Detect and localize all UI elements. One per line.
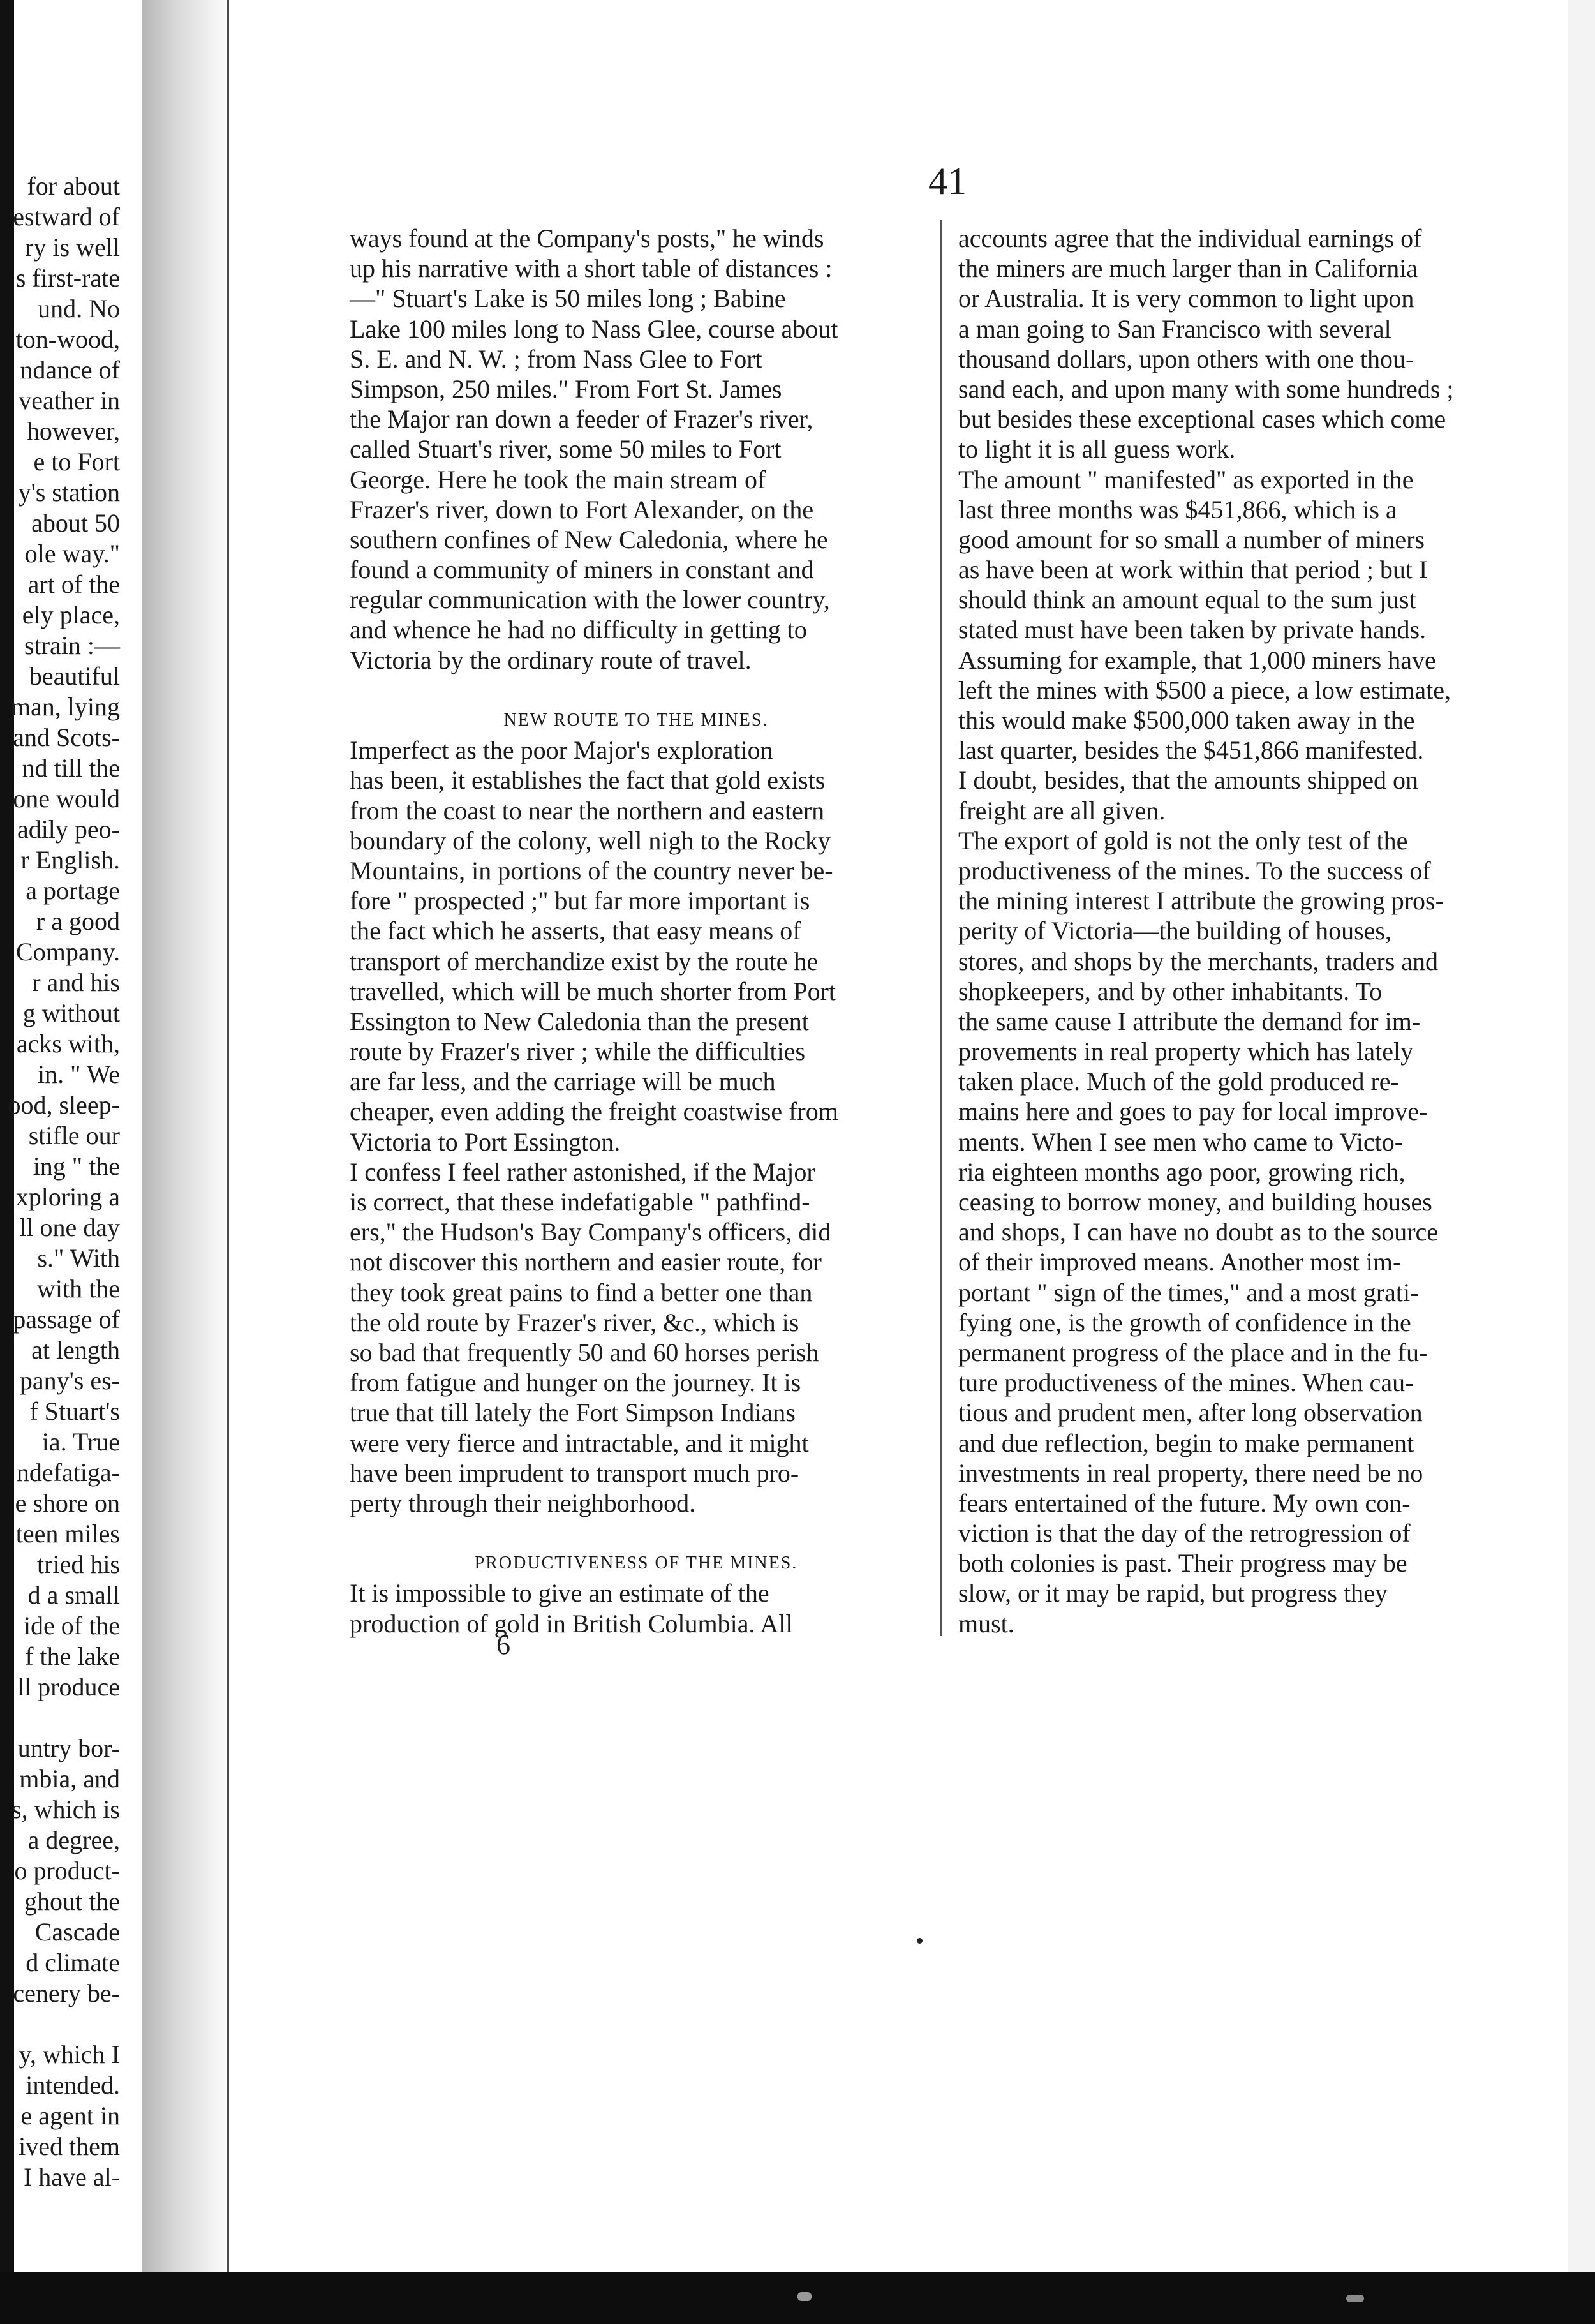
fragment-line: passage of	[13, 1305, 120, 1334]
fragment-line: ll one day	[19, 1213, 120, 1242]
text-line: must.	[958, 1609, 1014, 1638]
text-line: found a community of miners in constant and	[350, 555, 814, 585]
text-line: stated must have been taken by private hands.	[958, 615, 1427, 644]
text-line: It is impossible to give an estimate of the	[350, 1579, 769, 1608]
text-line: and whence he had no difficulty in getting to	[350, 615, 807, 644]
scan-right-edge	[1568, 0, 1595, 2324]
column-divider	[940, 220, 942, 1636]
text-line: not discover this northern and easier route, for	[350, 1248, 822, 1277]
text-line: Assuming for example, that 1,000 miners have	[958, 645, 1436, 674]
fragment-line: und. No	[38, 294, 120, 323]
text-line: boundary of the colony, well nigh to the Rocky	[350, 826, 831, 855]
text-line: and due reflection, begin to make permanent	[958, 1428, 1414, 1457]
text-line: ture productiveness of the mines. When cau-	[958, 1368, 1414, 1397]
text-line: are far less, and the carriage will be much	[350, 1067, 776, 1096]
fragment-line: intended.	[26, 2071, 120, 2099]
fragment-line: beautiful	[29, 662, 120, 690]
text-line: should think an amount equal to the sum just	[958, 585, 1416, 615]
fragment-line: r and his	[32, 968, 120, 997]
text-line: Mountains, in portions of the country never be-	[350, 856, 833, 885]
fragment-line: xploring a	[15, 1182, 120, 1211]
fragment-line: I have al-	[23, 2163, 120, 2191]
fragment-line: cenery be-	[13, 1979, 120, 2007]
fragment-line: Cascade	[34, 1918, 120, 1946]
fragment-line: nd till the	[22, 754, 120, 782]
fragment-line: s." With	[37, 1244, 120, 1272]
fragment-line: e to Fort	[33, 447, 120, 476]
text-line: I doubt, besides, that the amounts shipped on	[958, 766, 1419, 795]
text-line: mains here and goes to pay for local improve-	[958, 1097, 1428, 1126]
fragment-line: ely place,	[22, 600, 120, 629]
fragment-line: ry is well	[25, 233, 120, 262]
text-line: fears entertained of the future. My own con-	[958, 1488, 1411, 1517]
fragment-line: veather in	[19, 386, 120, 415]
fragment-line: ia. True	[41, 1427, 120, 1456]
text-line: accounts agree that the individual earnings of	[958, 224, 1422, 253]
text-line: The export of gold is not the only test of the	[958, 826, 1408, 855]
text-line: sand each, and upon many with some hundreds ;	[958, 374, 1454, 403]
fragment-line: untry bor-	[17, 1734, 120, 1762]
fragment-line: for about	[27, 172, 120, 200]
text-line: were very fierce and intractable, and it might	[350, 1428, 809, 1457]
fragment-line: teen miles	[15, 1519, 120, 1548]
text-line: ers," the Hudson's Bay Company's officers, did	[350, 1218, 831, 1247]
fragment-line: ghout the	[24, 1887, 120, 1916]
fragment-line: y, which I	[19, 2040, 120, 2069]
text-line: both colonies is past. Their progress may be	[958, 1549, 1407, 1578]
text-line: as have been at work within that period ; but I	[958, 555, 1428, 585]
text-line: good amount for so small a number of miners	[958, 525, 1425, 554]
signature-mark: 6	[496, 1629, 510, 1660]
fragment-line: ton-wood,	[15, 325, 120, 354]
text-line: permanent progress of the place and in the fu-	[958, 1337, 1428, 1367]
fragment-line: man, lying	[10, 692, 120, 721]
fragment-line: estward of	[13, 202, 120, 231]
text-line: cheaper, even adding the freight coastwise from	[350, 1097, 838, 1126]
fragment-line: with the	[37, 1274, 120, 1303]
text-line: taken place. Much of the gold produced re-	[958, 1067, 1399, 1096]
text-line: Victoria by the ordinary route of travel.	[350, 645, 752, 674]
section-heading: PRODUCTIVENESS OF THE MINES.	[474, 1553, 798, 1574]
fragment-line: e agent in	[20, 2101, 120, 2130]
text-line: so bad that frequently 50 and 60 horses perish	[350, 1337, 819, 1367]
text-line: fore " prospected ;" but far more important is	[350, 886, 810, 916]
text-line: I confess I feel rather astonished, if the Major	[350, 1157, 815, 1186]
text-line: to light it is all guess work.	[958, 435, 1236, 464]
fragment-line: ived them	[19, 2132, 120, 2161]
text-line: ria eighteen months ago poor, growing rich,	[958, 1157, 1406, 1186]
fragment-line: mbia, and	[19, 1764, 120, 1793]
text-line: up his narrative with a short table of distances :	[350, 254, 833, 283]
text-line: provements in real property which has lately	[958, 1037, 1414, 1066]
fragment-line: y's station	[18, 478, 120, 507]
text-line: but besides these exceptional cases which come	[958, 405, 1446, 434]
fragment-line: r English.	[20, 845, 120, 874]
text-line: freight are all given.	[958, 796, 1166, 825]
fragment-line: and Scots-	[13, 723, 120, 752]
fragment-line: stifle our	[28, 1121, 120, 1150]
text-line: the fact which he asserts, that easy means of	[350, 916, 801, 946]
text-line: perity of Victoria—the building of houses,	[958, 916, 1391, 946]
fragment-line: one would	[13, 784, 120, 813]
text-line: from fatigue and hunger on the journey. It is	[350, 1368, 801, 1397]
text-line: S. E. and N. W. ; from Nass Glee to Fort	[350, 344, 762, 373]
text-line: thousand dollars, upon others with one thou-	[958, 344, 1414, 373]
text-line: tious and prudent men, after long observation	[958, 1398, 1423, 1427]
fragment-line: acks with,	[16, 1029, 120, 1058]
text-line: they took great pains to find a better one than	[350, 1277, 813, 1307]
text-line: stores, and shops by the merchants, traders and	[958, 946, 1439, 976]
text-line: southern confines of New Caledonia, where he	[350, 525, 828, 554]
fragment-line: o product-	[14, 1856, 120, 1885]
text-line: transport of merchandize exist by the route he	[350, 946, 819, 976]
text-line: the same cause I attribute the demand for im-	[958, 1006, 1421, 1036]
text-line: investments in real property, there need be no	[958, 1458, 1423, 1487]
fragment-line: Company.	[16, 937, 120, 966]
text-line: perty through their neighborhood.	[350, 1488, 696, 1517]
text-line: Essington to New Caledonia than the present	[350, 1006, 809, 1036]
text-line: travelled, which will be much shorter from Port	[350, 976, 836, 1006]
text-line: this would make $500,000 taken away in the	[958, 706, 1415, 734]
section-heading: NEW ROUTE TO THE MINES.	[503, 710, 769, 730]
book-gutter-line	[227, 0, 229, 2272]
fragment-line: a degree,	[27, 1826, 120, 1854]
text-line: The amount " manifested" as exported in the	[958, 465, 1414, 494]
text-line: the miners are much larger than in California	[958, 254, 1418, 283]
text-line: Victoria to Port Essington.	[350, 1127, 621, 1156]
text-line: last three months was $451,866, which is a	[958, 495, 1397, 524]
text-line: production of gold in British Columbia. All	[350, 1609, 793, 1638]
text-line: have been imprudent to transport much pro-	[350, 1458, 799, 1487]
fragment-line: ide of the	[23, 1611, 120, 1640]
book-gutter-shadow	[142, 0, 231, 2272]
text-line: the old route by Frazer's river, &c., which is	[350, 1307, 799, 1337]
fragment-line: about 50	[31, 509, 120, 537]
fragment-line: d a small	[27, 1581, 120, 1609]
text-line: shopkeepers, and by other inhabitants. To	[958, 976, 1383, 1006]
fragment-line: adily peo-	[17, 815, 120, 844]
fragment-line: s, which is	[11, 1795, 120, 1824]
fragment-line: r a good	[36, 907, 120, 935]
page-number: 41	[928, 160, 967, 202]
fragment-line: pany's es-	[19, 1366, 120, 1395]
text-line: of their improved means. Another most im-	[958, 1248, 1402, 1277]
fragment-line: s first-rate	[15, 264, 120, 292]
text-line: —" Stuart's Lake is 50 miles long ; Babine	[350, 284, 786, 313]
text-line: a man going to San Francisco with several	[958, 314, 1391, 343]
fragment-line: f Stuart's	[29, 1397, 120, 1426]
text-line: Imperfect as the poor Major's exploration	[350, 736, 773, 765]
fragment-line: e shore on	[15, 1489, 120, 1517]
fragment-line: ole way."	[24, 539, 120, 568]
text-line: and shops, I can have no doubt as to the source	[958, 1218, 1439, 1247]
text-line: regular communication with the lower country,	[350, 585, 830, 615]
text-line: ways found at the Company's posts," he winds	[350, 224, 824, 253]
text-line: Simpson, 250 miles." From Fort St. James	[350, 374, 782, 403]
text-line: or Australia. It is very common to light upon	[958, 284, 1414, 313]
text-line: George. Here he took the main stream of	[350, 465, 766, 494]
scan-mark	[1346, 2295, 1364, 2302]
text-line: productiveness of the mines. To the success of	[958, 856, 1431, 885]
previous-page-fragment	[0, 171, 121, 2264]
text-line: route by Frazer's river ; while the difficulties	[350, 1037, 806, 1066]
blank-line	[350, 1518, 923, 1548]
fragment-line: however,	[26, 417, 120, 445]
text-line: called Stuart's river, some 50 miles to Fort	[350, 435, 782, 464]
text-line: portant " sign of the times," and a most grati-	[958, 1277, 1419, 1307]
text-line: Lake 100 miles long to Nass Glee, course about	[350, 314, 838, 343]
text-line: true that till lately the Fort Simpson Indians	[350, 1398, 796, 1427]
text-line: Frazer's river, down to Fort Alexander, on the	[350, 495, 814, 524]
text-line: fying one, is the growth of confidence in the	[958, 1307, 1411, 1337]
text-line: left the mines with $500 a piece, a low estimate,	[958, 675, 1451, 704]
fragment-line: strain :—	[24, 631, 120, 660]
scan-mark	[798, 2292, 812, 2301]
fragment-line: a portage	[26, 876, 120, 905]
blank-line	[350, 675, 923, 705]
fragment-line: ndefatiga-	[16, 1458, 120, 1487]
text-line: the Major ran down a feeder of Frazer's river,	[350, 405, 813, 434]
fragment-line: g without	[22, 999, 120, 1027]
ink-dot	[917, 1938, 923, 1944]
text-line: from the coast to near the northern and eastern	[350, 796, 825, 825]
fragment-line: ing " the	[33, 1152, 120, 1181]
text-column-left	[350, 223, 923, 1639]
text-column-right	[958, 223, 1532, 1639]
fragment-line: art of the	[27, 570, 120, 599]
fragment-line: ll produce	[17, 1672, 120, 1701]
text-line: ments. When I see men who came to Victo-	[958, 1127, 1404, 1156]
fragment-line: tried his	[37, 1550, 120, 1579]
fragment-line: in. " We	[37, 1060, 120, 1089]
text-line: is correct, that these indefatigable " pathfind-	[350, 1188, 810, 1216]
text-line: the mining interest I attribute the growing pros-	[958, 886, 1444, 916]
fragment-line: ood, sleep-	[8, 1091, 120, 1119]
fragment-line: f the lake	[25, 1642, 120, 1671]
fragment-line: d climate	[26, 1948, 120, 1977]
text-line: last quarter, besides the $451,866 manifested.	[958, 736, 1424, 765]
fragment-line: at length	[31, 1336, 120, 1364]
text-line: ceasing to borrow money, and building houses	[958, 1188, 1432, 1216]
text-line: has been, it establishes the fact that gold exists	[350, 766, 826, 795]
fragment-line: ndance of	[20, 355, 120, 384]
text-line: viction is that the day of the retrogression of	[958, 1519, 1411, 1548]
text-line: slow, or it may be rapid, but progress they	[958, 1579, 1388, 1608]
